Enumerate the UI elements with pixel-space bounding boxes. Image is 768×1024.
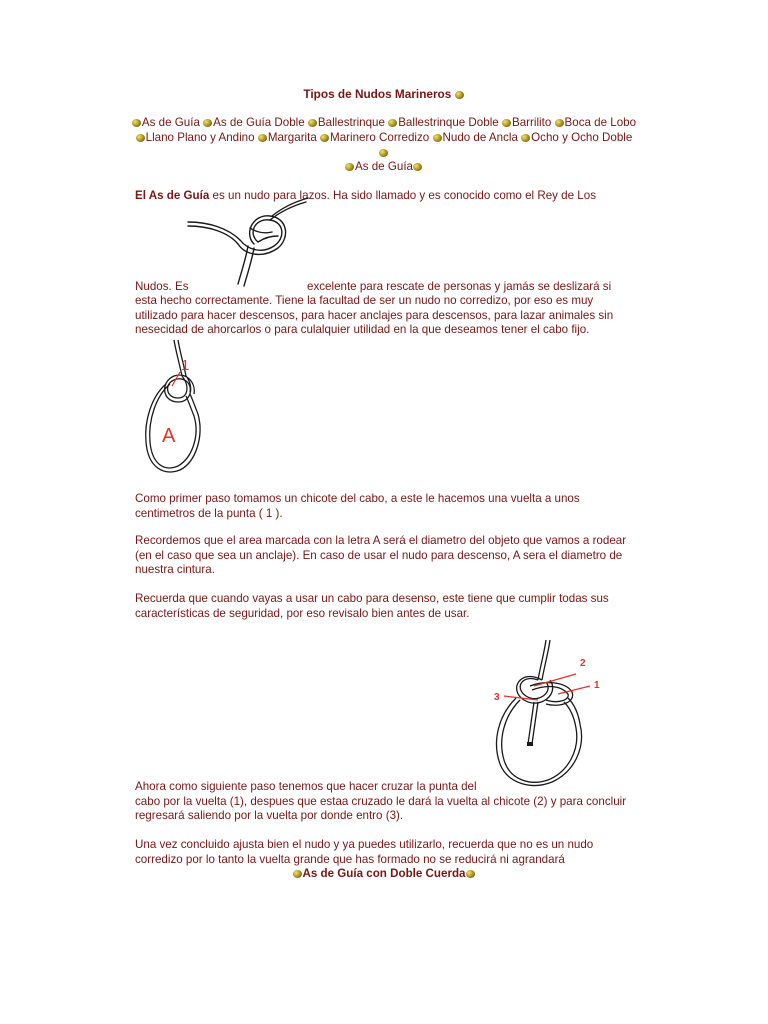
area-note-line: (en el caso que sea un anclaje). En caso de usar el nudo para descenso, A sera el diametro de: [135, 548, 623, 562]
figure-1-loop-diagram: [140, 340, 210, 476]
bullet-icon: [502, 119, 511, 127]
intro-line: nesecidad de ahorcarlos o para culalquier utilidad en la que deseamos tener el cabo fijo.: [135, 323, 590, 336]
figure-2-pointer-2: [534, 674, 576, 686]
nav-link-nudo-de-ancla[interactable]: Nudo de Ancla: [433, 131, 518, 144]
nav-link-marinero-corredizo[interactable]: Marinero Corredizo: [320, 131, 429, 144]
figure-1-label-a: A: [162, 425, 176, 447]
bullet-icon: [555, 119, 564, 127]
bullet-icon: [258, 134, 267, 142]
step-2-line: cabo por la vuelta (1), despues que estaa cruzado le dará la vuelta al chicote (2) y para concluir: [135, 794, 627, 808]
safety-note-line: Recuerda que cuando vayas a usar un cabo para desenso, este tiene que cumplir todas sus: [135, 592, 609, 605]
safety-note-line: características de seguridad, por eso revisalo bien antes de usar.: [135, 606, 470, 620]
section-heading: As de Guía: [0, 160, 768, 173]
knot-nav: [120, 115, 648, 160]
figure-2-label-2: 2: [580, 658, 586, 669]
next-section-heading: As de Guía con Doble Cuerda: [0, 867, 768, 880]
bullet-icon: [521, 134, 530, 142]
area-note-line: nuestra cintura.: [135, 563, 215, 576]
nav-link-boca-de-lobo[interactable]: Boca de Lobo: [555, 116, 637, 129]
bullet-icon: [466, 870, 475, 878]
conclusion-paragraph: [135, 838, 593, 867]
bullet-icon: [136, 134, 145, 142]
bullet-icon: [320, 134, 329, 142]
nav-link-ocho-y-ocho-doble[interactable]: Ocho y Ocho Doble: [521, 131, 632, 144]
step-2-line: regresará saliendo por la vuelta por donde entro (3).: [135, 809, 404, 822]
intro-lead: El As de Guía: [135, 189, 210, 202]
safety-note-paragraph: [135, 592, 609, 621]
step-2-line: Ahora como siguiente paso tenemos que hacer cruzar la punta del: [135, 780, 477, 793]
figure-2-knot-diagram: [490, 640, 610, 788]
area-note-line: Recordemos que el area marcada con la letra A será el diametro del objeto que vamos a rodear: [135, 534, 627, 547]
intro-line: esta hecho correctamente. Tiene la facultad de ser un nudo no corredizo, por eso es muy: [135, 294, 594, 307]
bullet-icon: [293, 870, 302, 878]
bullet-icon: [433, 134, 442, 142]
bullet-icon: [132, 119, 141, 127]
nav-link-barrilito[interactable]: Barrilito: [502, 116, 551, 129]
intro-paragraph: [135, 294, 613, 338]
bullet-icon: [345, 163, 354, 171]
nav-link-ballestrinque-doble[interactable]: Ballestrinque Doble: [388, 116, 499, 129]
intro-line: utilizado para hacer descensos, para hacer anclajes para descensos, para lazar animales sin: [135, 308, 614, 322]
step-1-paragraph: [135, 492, 580, 521]
page-title: Tipos de Nudos Marineros: [0, 87, 768, 101]
bullet-icon: [379, 149, 388, 157]
figure-2-label-1: 1: [594, 680, 600, 691]
intro-line-2-start: Nudos. Es: [135, 280, 189, 293]
nav-link-margarita[interactable]: Margarita: [258, 131, 317, 144]
bullet-icon: [203, 119, 212, 127]
nav-link-as-de-guia[interactable]: As de Guía: [132, 116, 200, 129]
bullet-icon: [388, 119, 397, 127]
bullet-icon: [413, 163, 422, 171]
figure-1-label-1: 1: [181, 357, 190, 374]
bullet-icon: [455, 91, 464, 99]
intro-line-1-text: es un nudo para lazos. Ha sido llamado y es conocido como el Rey de Los: [209, 189, 596, 202]
nav-link-ballestrinque[interactable]: Ballestrinque: [308, 116, 385, 129]
bowline-knot-illustration: [188, 198, 312, 288]
step-1-line: centimetros de la punta ( 1 ).: [135, 506, 283, 520]
area-note-paragraph: [135, 534, 626, 578]
intro-line-2: [135, 280, 189, 295]
step-2-paragraph: [135, 780, 626, 824]
step-1-line: Como primer paso tomamos un chicote del cabo, a este le hacemos una vuelta a unos: [135, 492, 580, 505]
intro-line-2-rest: excelente para rescate de personas y jamás se deslizará si: [307, 280, 612, 293]
nav-link-llano-plano-y-andino[interactable]: Llano Plano y Andino: [136, 131, 255, 144]
conclusion-line: Una vez concluido ajusta bien el nudo y ya puedes utilizarlo, recuerda que no es un nudo: [135, 838, 594, 851]
figure-2-label-3: 3: [494, 692, 500, 703]
nav-link-as-de-guia-doble[interactable]: As de Guía Doble: [203, 116, 305, 129]
conclusion-line: corredizo por lo tanto la vuelta grande que has formado no se reducirá ni agrandará: [135, 852, 565, 866]
bullet-icon: [308, 119, 317, 127]
